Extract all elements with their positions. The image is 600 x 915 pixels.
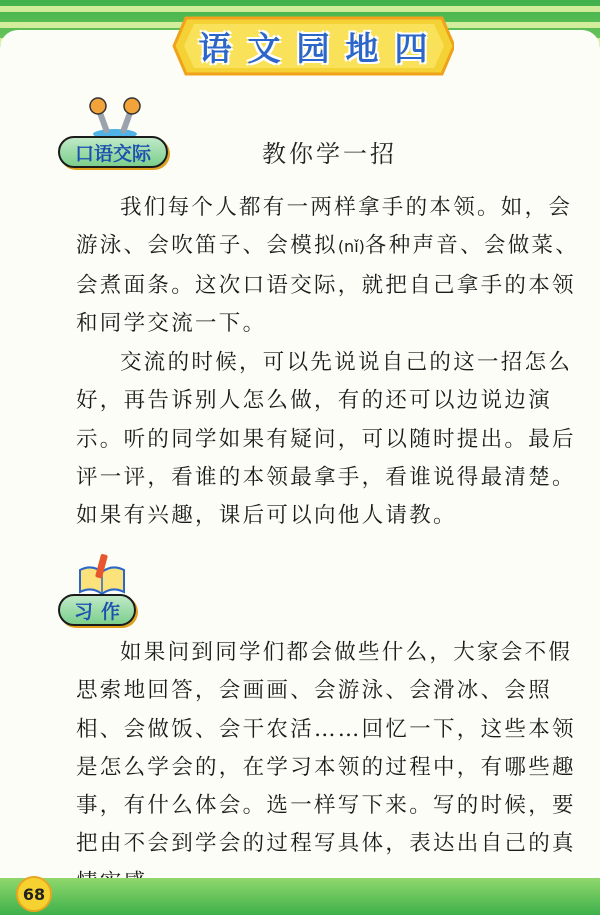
oral-paragraph-1-part2: 各种声音、会做菜、会煮面条。这次口语交际，就把自己拿手的本领和同学交流一下。 [76,233,580,336]
book-pencil-icon [76,552,128,596]
writing-paragraph-1: 如果问到同学们都会做些什么，大家会不假思索地回答，会画画、会游泳、会滑冰、会照相、会做饭、会干农活……回忆一下，这些本领是怎么学会的，在学习本领的过程中，有哪些趣事，有什么体会。选一样写下来。写的时候，要把由不会到学会的过程写具体，表达出自己的真 [76,640,576,857]
writing-badge [58,594,136,626]
oral-paragraph-2: 交流的时候，可以先说说自己的这一招怎么好，再告诉别人怎么做，有的还可以边说边演示。听的同学如果有疑问，可以随时提出。最后评一评，看谁的本领最拿手，看谁说得最清楚。如果有兴趣，课后可以向他人请教。 [76,350,576,529]
microphones-icon [86,96,144,140]
footer-band [0,878,600,915]
page-number: 68 [16,876,52,912]
pinyin-annotation: (nǐ) [337,237,365,257]
oral-communication-badge [58,136,168,168]
writing-label: 习作 [73,600,128,623]
oral-paragraph-1-part1: 我们每个人都有一两样拿手的本领。如，会游泳、会吹笛子、会模拟 [76,195,573,259]
oral-communication-label: 口语交际 [74,142,151,165]
oral-paragraph-1 [76,189,586,343]
section-title: 教你学一招 [262,140,397,168]
title-banner [172,16,454,76]
page-title: 语文园地四 [198,28,444,68]
